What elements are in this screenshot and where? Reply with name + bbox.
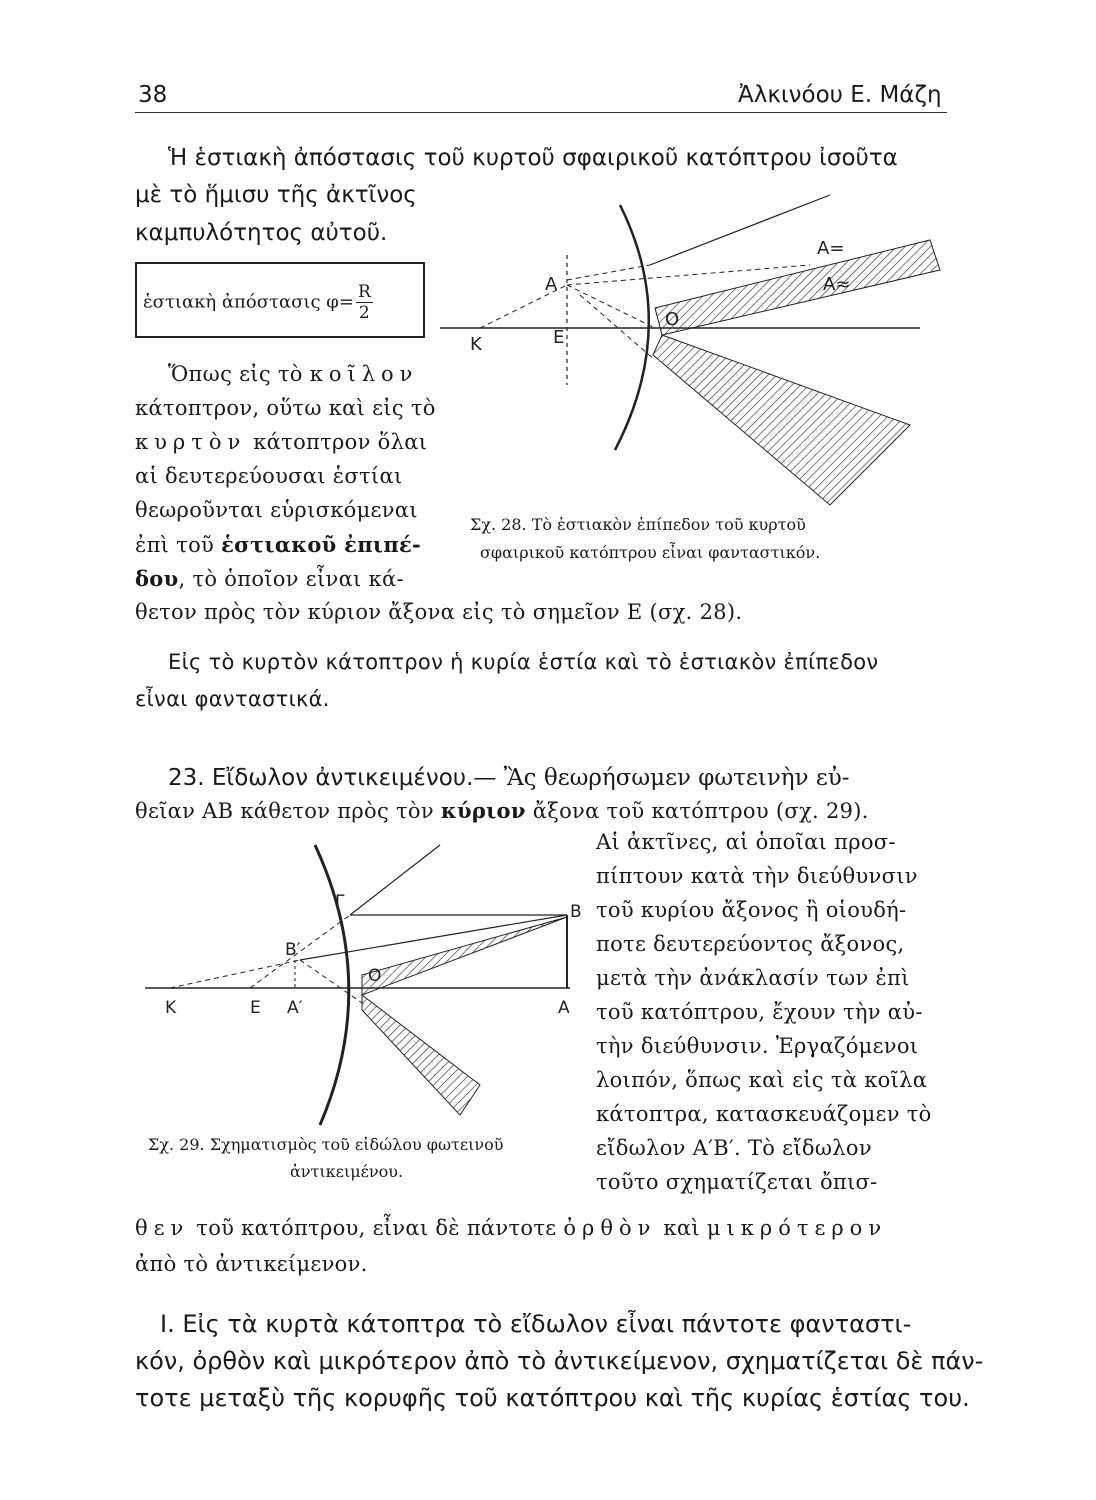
section23-line-2 bbox=[135, 798, 869, 823]
s23-full-1b: τοῦ κατόπτρου, εἶναι δὲ πάντοτε bbox=[189, 1216, 564, 1240]
fig28-label-a-eq1: Α= bbox=[817, 238, 845, 259]
intro-line-1: Ἡ ἑστιακὴ ἀπόστασις τοῦ κυρτοῦ σφαιρικοῦ κατόπτρου ἰσοῦτα bbox=[168, 145, 898, 171]
section23-l1b: — Ἂς θεωρήσωμεν φωτεινὴν εὐ- bbox=[473, 765, 850, 791]
fig29-label-a: Α bbox=[558, 998, 570, 1018]
rule1-line-1: I. Εἰς τὰ κυρτὰ κάτοπτρα τὸ εἴδωλον εἶναι πάντοτε φανταστι- bbox=[160, 1310, 912, 1338]
fig29-ray-reflected bbox=[350, 845, 440, 915]
rule1-line-2: κόν, ὀρθὸν καὶ μικρότερον ἀπὸ τὸ ἀντικείμενον, σχηματίζεται δὲ πάν- bbox=[135, 1347, 984, 1375]
para1-line-6 bbox=[135, 532, 421, 557]
s23-right-11: τοῦτο σχηματίζεται ὄπισ- bbox=[596, 1170, 878, 1194]
para1-l7a: δου bbox=[135, 566, 179, 591]
s23-full-1c: ὀρθὸν bbox=[563, 1216, 657, 1240]
para1-line-1 bbox=[168, 362, 418, 386]
fig28-incident-beam bbox=[655, 240, 940, 335]
fig28-ray-top-ext bbox=[567, 265, 650, 280]
formula-box bbox=[135, 262, 425, 338]
s23-full-1e: μικρότερον bbox=[706, 1216, 888, 1240]
formula-numerator: R bbox=[357, 282, 371, 302]
fig29-label-o: O bbox=[368, 966, 382, 986]
rule1-line-3: τοτε μεταξὺ τῆς κορυφῆς τοῦ κατόπτρου καὶ τῆς κυρίας ἑστίας του. bbox=[135, 1384, 970, 1412]
para1-l6b: ἑστιακοῦ ἐπιπέ- bbox=[221, 532, 422, 557]
fig29-label-g: Γ bbox=[335, 892, 345, 912]
s23-right-7: τὴν διεύθυνσιν. Ἐργαζόμενοι bbox=[596, 1034, 919, 1058]
page-number: 38 bbox=[138, 82, 168, 108]
s23-right-3: τοῦ κυρίου ἄξονος ἢ οἱουδή- bbox=[596, 898, 907, 922]
fig29-dash-low bbox=[300, 960, 365, 1005]
s23-full-1a: θεν bbox=[135, 1216, 190, 1240]
para1-line-4: αἱ δευτερεύουσαι ἑστίαι bbox=[135, 464, 403, 488]
section23-l2a: θεῖαν ΑΒ κάθετον πρὸς τὸν bbox=[135, 799, 441, 823]
para2-line-1: Εἰς τὸ κυρτὸν κάτοπτρον ἡ κυρία ἑστία καὶ τὸ ἑστιακὸν ἐπίπεδον bbox=[168, 650, 879, 674]
para1-l7b: , τὸ ὁποῖον εἶναι κά- bbox=[178, 567, 404, 591]
para1-l6a: ἐπὶ τοῦ bbox=[135, 533, 222, 557]
s23-full-line-1 bbox=[135, 1216, 887, 1240]
para1-l3b: κάτοπτρον ὅλαι bbox=[246, 430, 428, 454]
fig28-reflected-beam bbox=[653, 335, 910, 505]
section23-line-1 bbox=[168, 765, 850, 791]
s23-right-6: τοῦ κατόπτρου, ἔχουν τὴν αὐ- bbox=[596, 1000, 923, 1024]
fig29-label-k: Κ bbox=[165, 998, 177, 1018]
fig28-label-k: Κ bbox=[470, 334, 482, 355]
para1-l1a: Ὅπως εἰς τὸ bbox=[168, 362, 310, 386]
intro-line-3: καμπυλότητος αὐτοῦ. bbox=[135, 220, 388, 246]
s23-right-8: λοιπόν, ὅπως καὶ εἰς τὰ κοῖλα bbox=[596, 1068, 928, 1092]
fig29-caption-1: Σχ. 29. Σχηματισμὸς τοῦ εἰδώλου φωτεινοῦ bbox=[148, 1135, 504, 1154]
fig29-dash-k bbox=[170, 960, 300, 988]
fig28-ray-top bbox=[650, 195, 830, 265]
s23-right-10: εἴδωλον Α′Β′. Τὸ εἴδωλον bbox=[596, 1136, 872, 1160]
fig28-label-o: O bbox=[665, 309, 680, 330]
fig29-mirror bbox=[315, 845, 349, 1125]
fig29-label-e: Ε bbox=[250, 998, 261, 1018]
para1-line-5: θεωροῦνται εὑρισκόμεναι bbox=[135, 498, 418, 522]
s23-right-5: μετὰ τὴν ἀνάκλασίν των ἐπὶ bbox=[596, 966, 910, 990]
fig28-caption-2: σφαιρικοῦ κατόπτρου εἶναι φανταστικόν. bbox=[480, 543, 821, 562]
s23-right-4: ποτε δευτερεύοντος ἄξονος, bbox=[596, 932, 905, 956]
fig29-label-ap: Α′ bbox=[287, 998, 303, 1018]
formula-label: ἑστιακὴ ἀπόστασις φ= bbox=[143, 291, 354, 313]
section23-l2b: κύριον bbox=[440, 798, 526, 823]
fig29-caption-2: ἀντικειμένου. bbox=[290, 1162, 404, 1181]
s23-right-2: πίπτουν κατὰ τὴν διεύθυνσιν bbox=[596, 864, 918, 888]
para1-l1b: κοῖλον bbox=[309, 362, 419, 386]
header-rule bbox=[135, 112, 947, 113]
formula-denominator: 2 bbox=[358, 303, 370, 323]
running-title: Ἀλκινόου Ε. Μάζη bbox=[738, 82, 942, 108]
s23-right-1: Αἱ ἀκτῖνες, αἱ ὁποῖαι προσ- bbox=[596, 830, 896, 854]
fig28-label-a: Α bbox=[545, 274, 558, 295]
fig29-reflected-beam bbox=[362, 995, 480, 1115]
fig28-label-e: Ε bbox=[553, 327, 565, 348]
fig29-label-bp: Β′ bbox=[285, 940, 301, 960]
figure-28 bbox=[440, 185, 950, 515]
intro-line-2: μὲ τὸ ἥμισυ τῆς ἀκτῖνος bbox=[135, 182, 417, 208]
para1-l3a: κυρτὸν bbox=[135, 430, 247, 454]
para1-line-8: θετον πρὸς τὸν κύριον ἄξονα εἰς τὸ σημεῖον Ε (σχ. 28). bbox=[135, 600, 743, 624]
para1-line-2: κάτοπτρον, οὕτω καὶ εἰς τὸ bbox=[135, 396, 436, 420]
fig28-label-a-eq2: Α≈ bbox=[823, 274, 851, 295]
figure-29 bbox=[140, 835, 600, 1135]
fig29-label-b: Β bbox=[570, 902, 582, 922]
s23-full-1d: καὶ bbox=[656, 1216, 707, 1240]
para1-line-7 bbox=[135, 566, 404, 591]
s23-right-9: κάτοπτρα, κατασκευάζομεν τὸ bbox=[596, 1102, 932, 1126]
s23-full-line-2: ἀπὸ τὸ ἀντικείμενον. bbox=[135, 1252, 368, 1276]
para2-line-2: εἶναι φανταστικά. bbox=[135, 687, 330, 711]
para1-line-3 bbox=[135, 430, 427, 454]
section23-heading: 23. Εἴδωλον ἀντικειμένου. bbox=[168, 765, 474, 791]
fig29-incident-beam bbox=[362, 917, 567, 995]
fig28-caption-1: Σχ. 28. Τὸ ἑστιακὸν ἐπίπεδον τοῦ κυρτοῦ bbox=[470, 515, 806, 534]
section23-l2c: ἄξονα τοῦ κατόπτρου (σχ. 29). bbox=[525, 799, 869, 823]
